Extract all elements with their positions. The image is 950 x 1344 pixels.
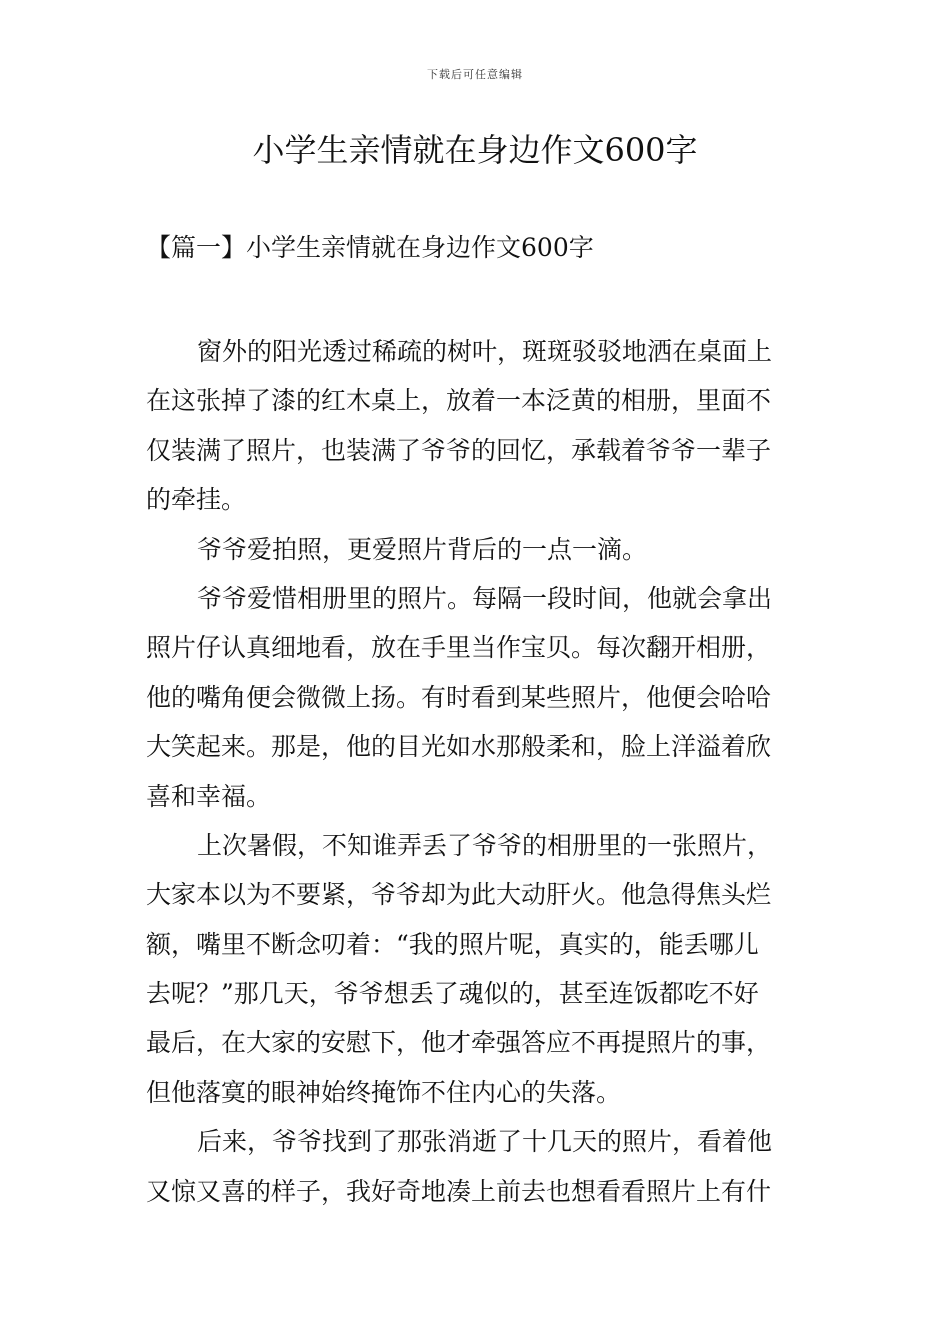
text-line: 在这张掉了漆的红木桌上，放着一本泛黄的相册，里面不 bbox=[146, 386, 772, 416]
text-line: 大笑起来。那是，他的目光如水那般柔和，脸上洋溢着欣 bbox=[146, 732, 772, 762]
text-line: 仅装满了照片，也装满了爷爷的回忆，承载着爷爷一辈子 bbox=[146, 435, 772, 465]
text-line: 又惊又喜的样子，我好奇地凑上前去也想看看照片上有什 bbox=[146, 1176, 772, 1206]
document-title: 小学生亲情就在身边作文600字 bbox=[252, 131, 698, 169]
section-heading: 【篇一】小学生亲情就在身边作文600字 bbox=[146, 233, 594, 262]
text-line: 最后，在大家的安慰下，他才牵强答应不再提照片的事， bbox=[146, 1028, 772, 1058]
text-line: 去呢？”那几天，爷爷想丢了魂似的，甚至连饭都吃不好 bbox=[146, 979, 759, 1009]
text-line: 大家本以为不要紧，爷爷却为此大动肝火。他急得焦头烂 bbox=[146, 880, 772, 910]
text-line: 的牵挂。 bbox=[146, 485, 247, 515]
text-line: 喜和幸福。 bbox=[146, 781, 272, 811]
header-note: 下载后可任意编辑 bbox=[427, 68, 523, 81]
text-line: 他的嘴角便会微微上扬。有时看到某些照片，他便会哈哈 bbox=[146, 682, 772, 712]
document-body bbox=[146, 327, 810, 1216]
text-line: 但他落寞的眼神始终掩饰不住内心的失落。 bbox=[146, 1077, 622, 1107]
text-line: 爷爷爱惜相册里的照片。每隔一段时间，他就会拿出 bbox=[197, 583, 773, 613]
text-line: 后来，爷爷找到了那张消逝了十几天的照片，看着他 bbox=[197, 1127, 773, 1157]
text-line: 额，嘴里不断念叨着：“我的照片呢，真实的，能丢哪儿 bbox=[146, 929, 759, 959]
text-line: 上次暑假，不知谁弄丢了爷爷的相册里的一张照片， bbox=[197, 830, 773, 860]
text-line: 窗外的阳光透过稀疏的树叶，斑斑驳驳地洒在桌面上 bbox=[197, 337, 773, 366]
text-line: 照片仔认真细地看，放在手里当作宝贝。每次翻开相册， bbox=[146, 633, 772, 663]
text-line: 爷爷爱拍照，更爱照片背后的一点一滴。 bbox=[197, 534, 648, 564]
